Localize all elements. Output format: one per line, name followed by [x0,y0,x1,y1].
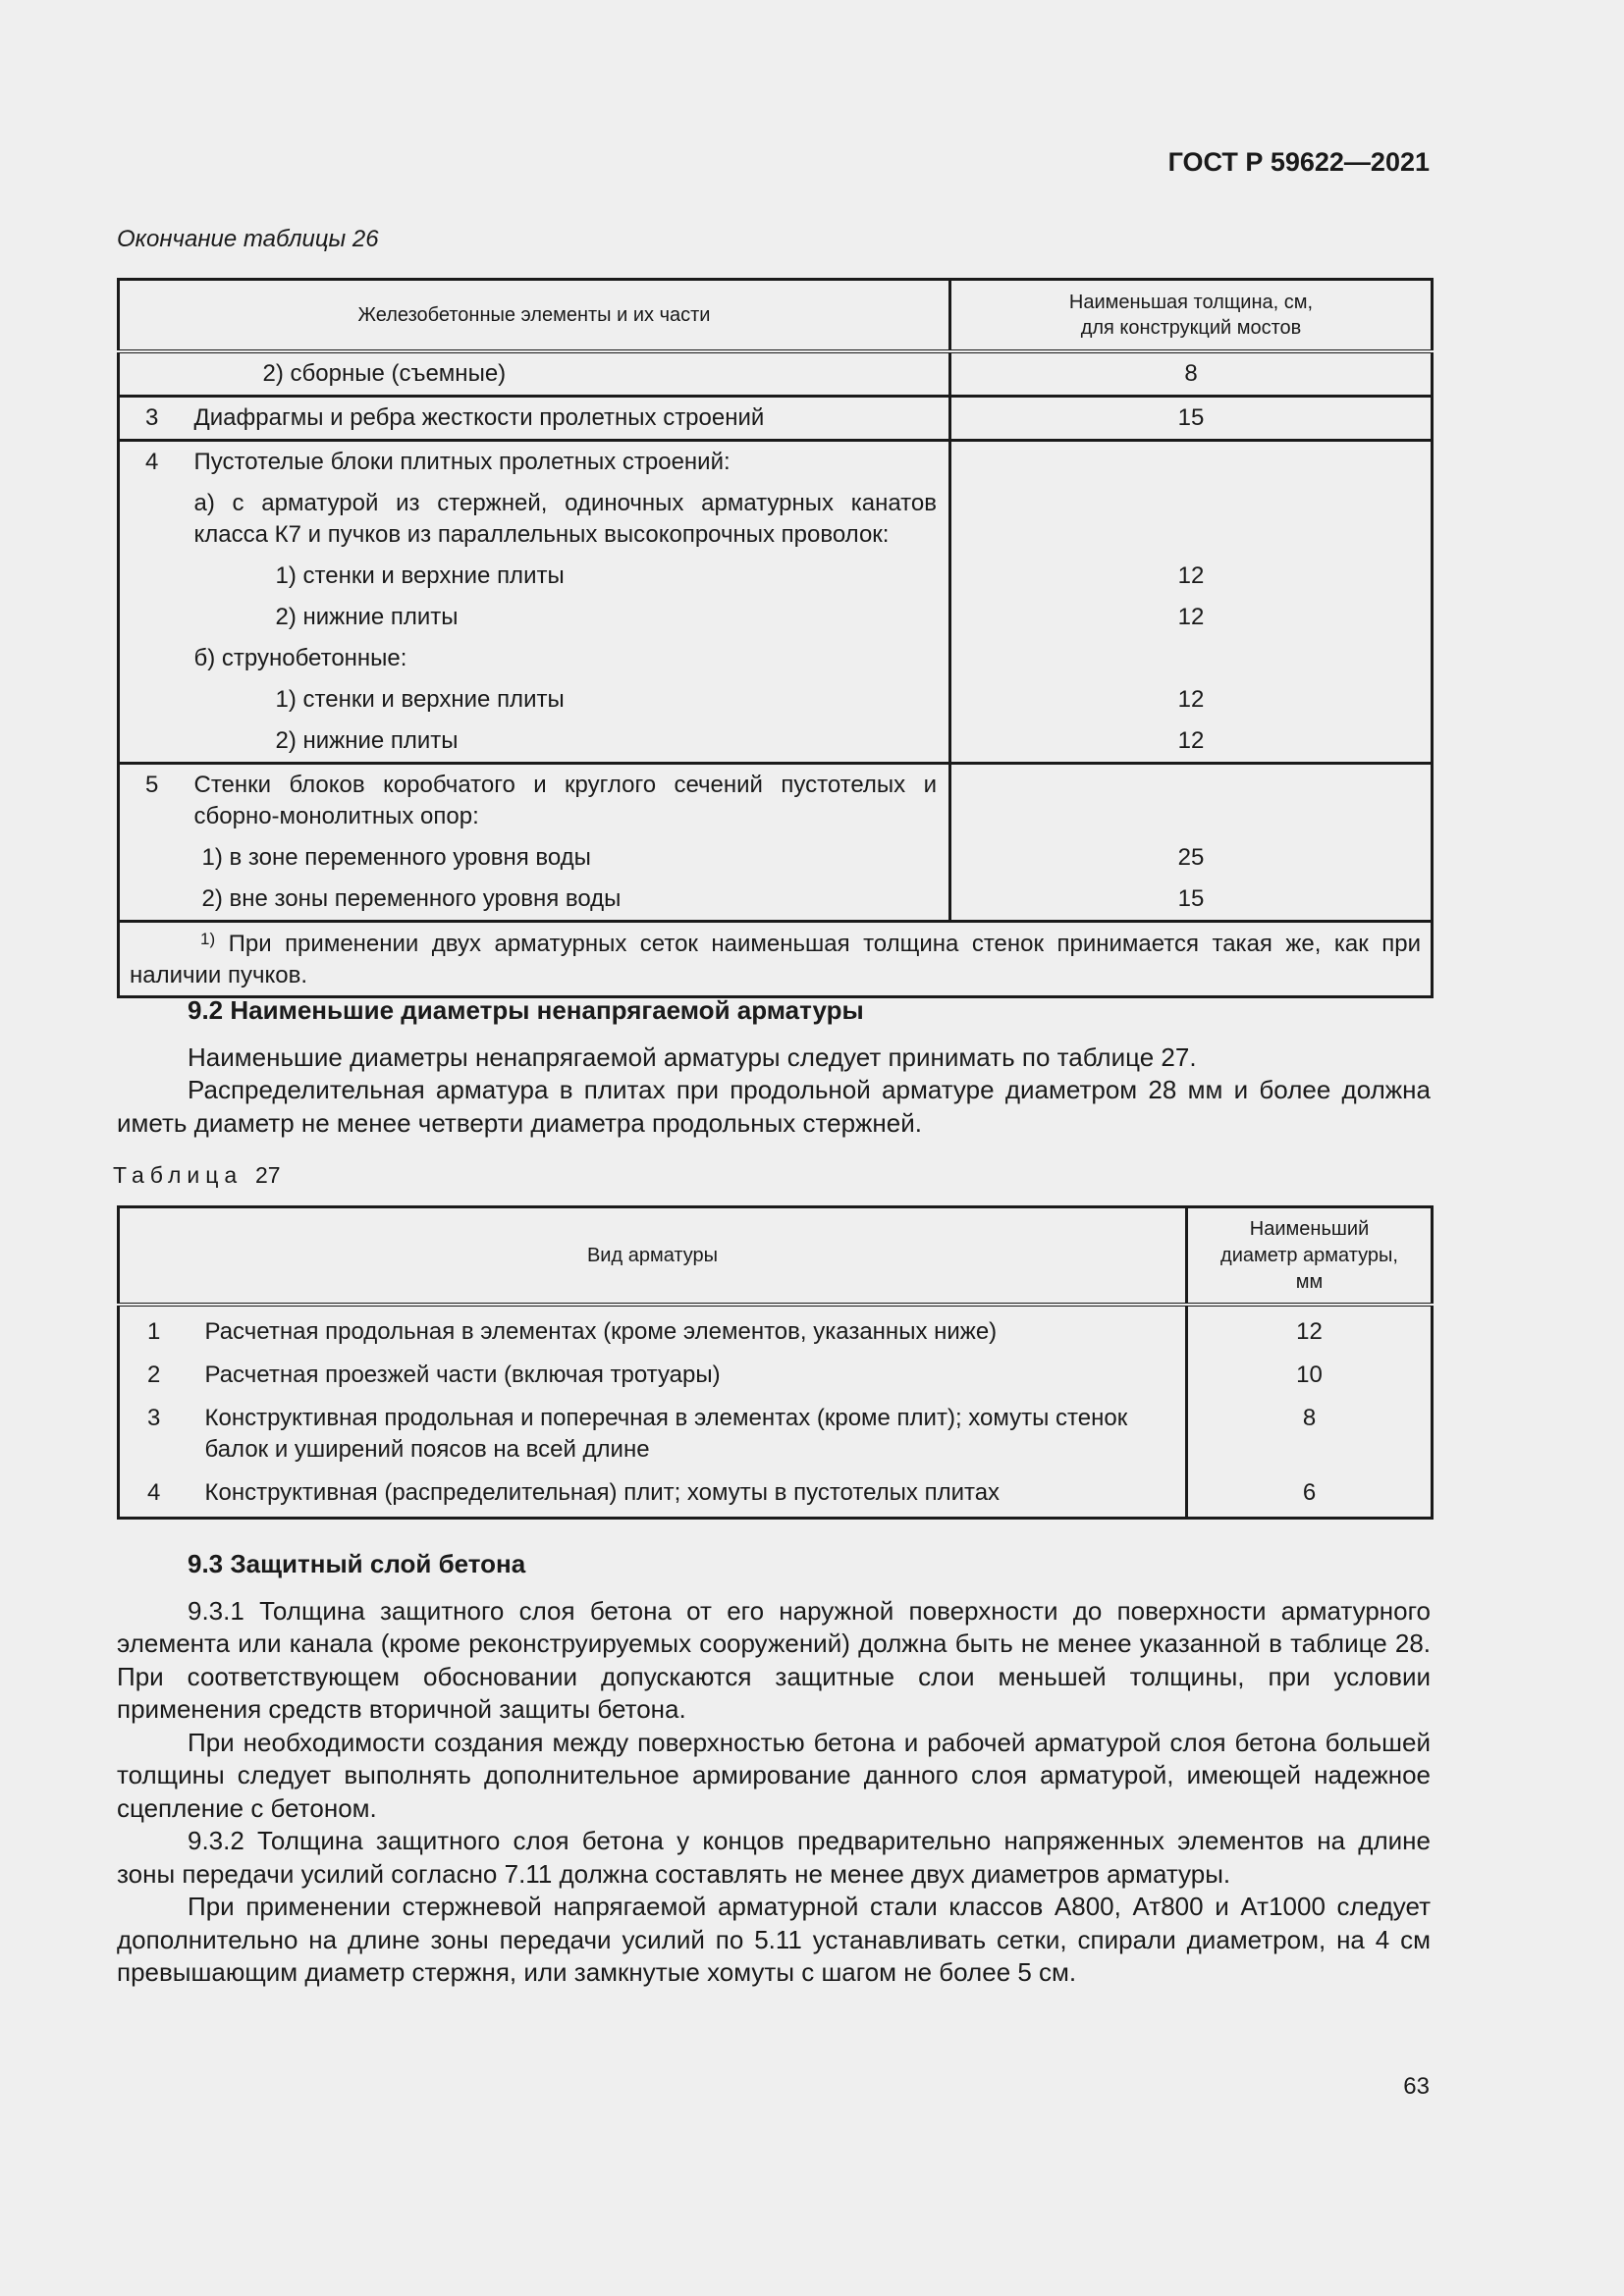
table-row: 5 Стенки блоков коробчатого и круглого сечений пустотелых и сборно-монолитных опор: [119,764,1433,838]
table-26-footnote-row [119,922,1433,997]
table-row: 1) стенки и верхние плиты 12 [119,556,1433,597]
section-9-2-title: 9.2 Наименьшие диаметры ненапрягаемой арматуры [188,995,864,1025]
table-row: 2 Расчетная проезжей части (включая тротуары) 10 [119,1354,1433,1397]
table-row: 2) нижние плиты 12 [119,721,1433,764]
table-26-header-row [119,280,1433,352]
table-row: б) струнобетонные: [119,638,1433,679]
document-id-header: ГОСТ Р 59622—2021 [1167,147,1430,177]
table-27-col-diameter: Наименьший диаметр арматуры, мм [1187,1207,1433,1306]
table-27 [117,1205,1434,1520]
table-row: 3 Конструктивная продольная и поперечная в элементах (кроме плит); хомуты стенок балок и уширений поясов на всей длине 8 [119,1397,1433,1471]
table-row: 2) вне зоны переменного уровня воды 15 [119,879,1433,922]
table-row: а) с арматурой из стержней, одиночных арматурных канатов класса К7 и пучков из параллельных высокопрочных проволок: [119,483,1433,556]
table-row: 1 Расчетная продольная в элементах (кроме элементов, указанных ниже) 12 [119,1305,1433,1354]
table-row: 3 Диафрагмы и ребра жесткости пролетных строений 15 [119,397,1433,441]
table-row: 1) в зоне переменного уровня воды 25 [119,837,1433,879]
table-26-col-elements: Железобетонные элементы и их части [119,280,950,352]
table-26 [117,278,1434,998]
table-26-col-thickness: Наименьшая толщина, см, для конструкций мостов [950,280,1433,352]
table-27-header-row [119,1207,1433,1306]
table-continuation-label: Окончание таблицы 26 [117,226,379,252]
section-9-3-title: 9.3 Защитный слой бетона [188,1549,526,1578]
section-9-2: 9.2 Наименьшие диаметры ненапрягаемой арматуры Наименьшие диаметры ненапрягаемой арматуры следует принимать по таблице 27. Распределительная арматура в плитах при продольной арматуре диаметром 28 мм и более должна иметь диаметр не менее четверти диаметра продольных стержней. [117,995,1431,1138]
table-27-caption: Таблица 27 [113,1162,281,1188]
table-row: 4 Пустотелые блоки плитных пролетных строений: [119,441,1433,484]
section-9-3: 9.3 Защитный слой бетона 9.3.1 Толщина защитного слоя бетона от его наружной поверхности до поверхности арматурного элемента или канала (кроме реконструируемых сооружений) должна быть не менее указанной в таблице 28. При соответствующем обосновании допускаются защитные слои меньшей толщины, при условии применения средств вторичной защиты бетона. При необходимости создания между поверхностью бетона и рабочей арматурой слоя бетона большей толщины следует выполнять дополнительное армирование данного слоя арматурой, имеющей надежное сцепление с бетоном. 9.3.2 Толщина защитного слоя бетона у концов предварительно напряженных элементов на длине зоны передачи усилий согласно 7.11 должна составлять не менее двух диаметров арматуры. При применении стержневой напрягаемой арматурной стали классов А800, Ат800 и Ат1000 следует дополнительно на длине зоны передачи усилий по 5.11 устанавливать сетки, спирали диаметром, на 4 см превышающим диаметр стержня, или замкнутые хомуты с шагом не более 5 см. [117,1549,1431,1987]
table-26-footnote: $^{1)}$ При применении двух арматурных сеток наименьшая толщина стенок принимается такая же, как при наличии пучков. [119,922,1433,997]
table-row: 2) сборные (съемные) 8 [119,351,1433,397]
table-row: 4 Конструктивная (распределительная) плит; хомуты в пустотелых плитах 6 [119,1471,1433,1519]
table-row: 2) нижние плиты 12 [119,597,1433,638]
table-row: 1) стенки и верхние плиты 12 [119,679,1433,721]
page-number: 63 [1403,2073,1430,2100]
table-27-col-type: Вид арматуры [119,1207,1187,1306]
